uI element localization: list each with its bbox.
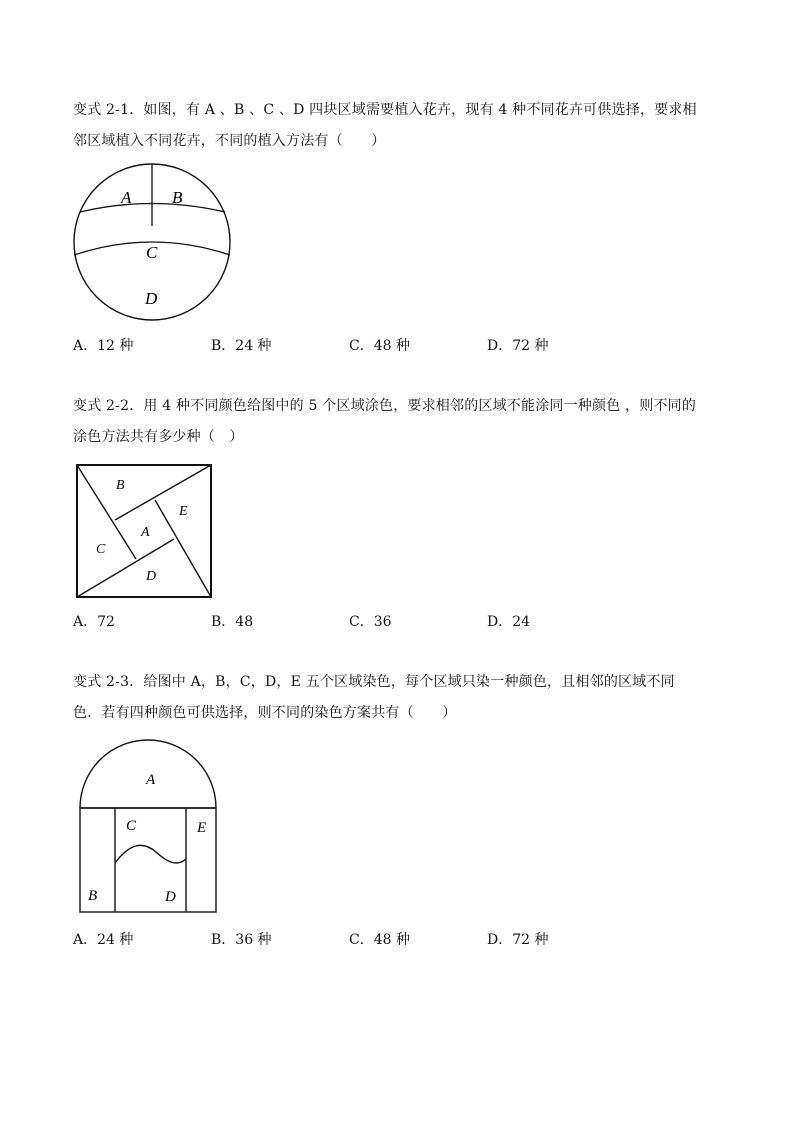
- options-2-3: [73, 929, 733, 949]
- problem-2-2: [73, 391, 733, 453]
- problem-stem-line1: 变式 2-3．给图中 A，B，C，D，E 五个区域染色，每个区域只染一种颜色，且相邻的区域不同: [73, 674, 675, 690]
- region-label-a: A: [141, 525, 150, 540]
- option-d[interactable]: D．24: [487, 614, 531, 630]
- problem-2-3: [73, 667, 733, 729]
- region-label-d: D: [146, 569, 157, 584]
- pinwheel-line-4: [77, 539, 174, 597]
- lower-rect: [80, 808, 216, 912]
- options-2-1: [73, 335, 733, 355]
- options-2-2: [73, 611, 733, 631]
- figure-arch-regions: [78, 738, 220, 916]
- region-label-e: E: [179, 504, 188, 519]
- region-label-a: A: [146, 772, 156, 788]
- figure-square-regions: [75, 463, 215, 599]
- region-label-c: C: [96, 542, 106, 557]
- figure-circle-regions: [72, 163, 234, 323]
- option-a[interactable]: A．24 种: [73, 932, 134, 948]
- option-a[interactable]: A．72: [73, 614, 115, 630]
- problem-stem-line2: 邻区域植入不同花卉，不同的植入方法有（ ）: [73, 133, 386, 149]
- problem-stem-line2: 色．若有四种颜色可供选择，则不同的染色方案共有（ ）: [73, 705, 457, 721]
- region-label-b: B: [88, 888, 98, 904]
- region-label-c: C: [146, 243, 158, 262]
- region-label-b: B: [116, 478, 125, 493]
- option-b[interactable]: B．48: [211, 614, 254, 630]
- option-b[interactable]: B．24 种: [211, 338, 272, 354]
- problem-stem-line1: 变式 2-1．如图，有 A 、B 、C 、D 四块区域需要植入花卉，现有 4 种不同花卉可供选择，要求相: [73, 102, 697, 118]
- option-a[interactable]: A．12 种: [73, 338, 134, 354]
- region-label-a: A: [121, 188, 132, 207]
- region-label-d: D: [145, 289, 158, 308]
- option-d[interactable]: D．72 种: [487, 338, 549, 354]
- problem-stem-line2: 涂色方法共有多少种（ ）: [73, 429, 244, 445]
- region-label-e: E: [197, 820, 207, 836]
- region-label-d: D: [165, 889, 176, 905]
- problem-stem-line1: 变式 2-2．用 4 种不同颜色给图中的 5 个区域涂色，要求相邻的区域不能涂同一种颜色 ，则不同的: [73, 398, 697, 414]
- option-b[interactable]: B．36 种: [211, 932, 272, 948]
- pinwheel-line-1: [77, 465, 136, 559]
- region-label-c: C: [126, 818, 137, 834]
- region-label-b: B: [172, 188, 183, 207]
- option-c[interactable]: C．36: [349, 614, 392, 630]
- option-c[interactable]: C．48 种: [349, 338, 410, 354]
- option-d[interactable]: D．72 种: [487, 932, 549, 948]
- pinwheel-line-2: [115, 465, 211, 520]
- option-c[interactable]: C．48 种: [349, 932, 410, 948]
- problem-2-1: [73, 95, 733, 157]
- wave-line: [115, 845, 186, 863]
